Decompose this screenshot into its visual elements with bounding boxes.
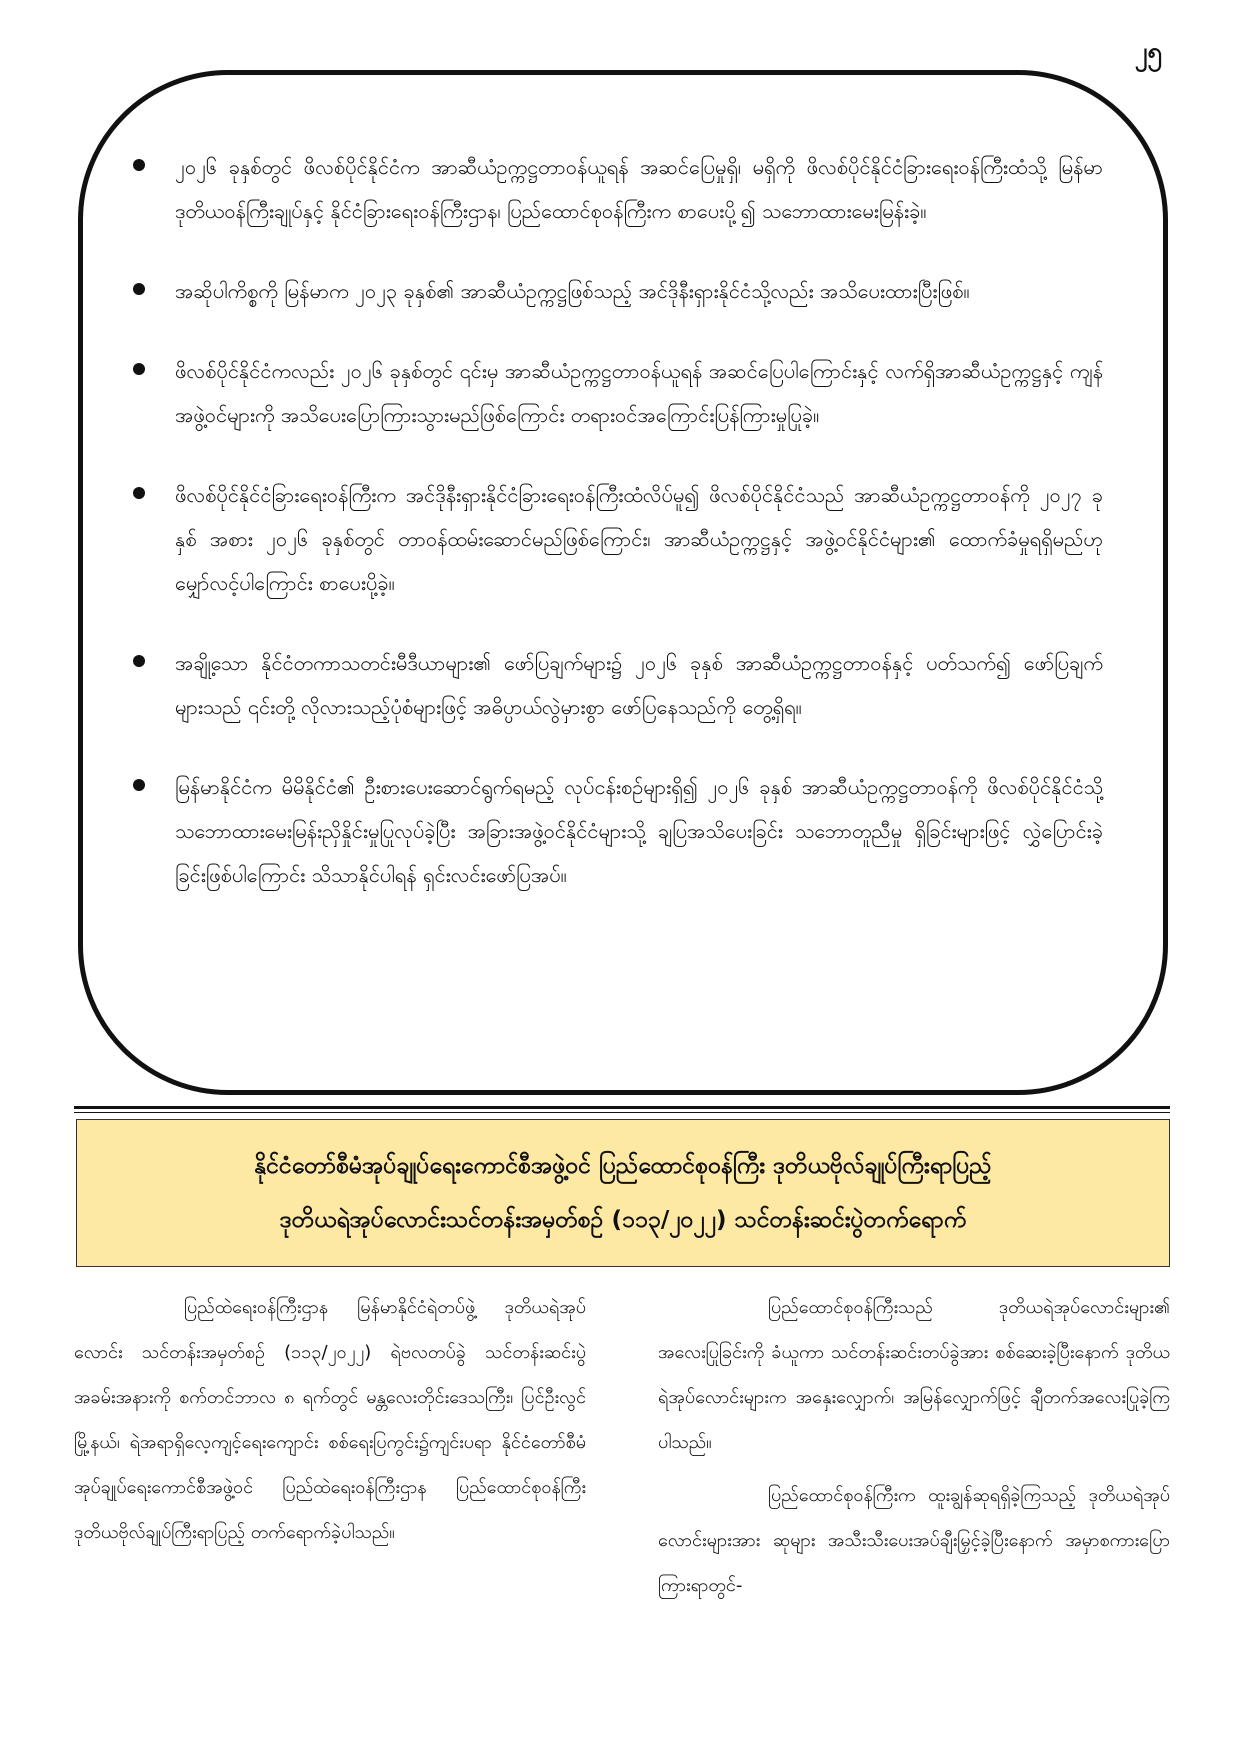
right-column — [658, 1285, 1170, 1616]
left-column — [74, 1285, 586, 1616]
bullet-icon — [133, 779, 145, 791]
bullet-icon — [133, 363, 145, 375]
bullet-text: အဆိုပါကိစ္စကို မြန်မာက ၂၀၂၃ ခုနှစ်၏ အာဆီယံဥက္ကဋ္ဌဖြစ်သည့် အင်ဒိုနီးရှားနိုင်ငံသို့လည်း အသိပေးထားပြီးဖြစ်။ — [175, 279, 970, 303]
article-body — [74, 1285, 1170, 1616]
summary-box — [78, 70, 1168, 1095]
bullet-text: ၂၀၂၆ ခုနှစ်တွင် ဖိလစ်ပိုင်နိုင်ငံက အာဆီယံဥက္ကဋ္ဌတာဝန်ယူရန် အဆင်ပြေမှုရှိ၊ မရှိကို ဖိလစ်ပိုင်နိုင်ငံခြားရေးဝန်ကြီးထံသို့ မြန်မာဒုတိယဝန်ကြီးချုပ်နှင့် နိုင်ငံခြားရေးဝန်ကြီးဌာန၊ ပြည်ထောင်စုဝန်ကြီးက စာပေးပို့၍ သဘောထားမေးမြန်းခဲ့။ — [175, 155, 1103, 223]
headline-box — [76, 1119, 1170, 1267]
bullet-list — [133, 145, 1103, 897]
bullet-icon — [133, 487, 145, 499]
paragraph: ပြည်ထောင်စုဝန်ကြီးက ထူးချွန်ဆုရရှိခဲ့ကြသည့် ဒုတိယရဲအုပ်လောင်းများအား ဆုများ အသီးသီးပေးအပ်ချီးမြှင့်ခဲ့ပြီးနောက် အမှာစကားပြောကြားရာတွင်- — [658, 1485, 1170, 1596]
bullet-text: မြန်မာနိုင်ငံက မိမိနိုင်ငံ၏ ဦးစားပေးဆောင်ရွက်ရမည့် လုပ်ငန်းစဉ်များရှိ၍ ၂၀၂၆ ခုနှစ် အာဆီယံဥက္ကဋ္ဌတာဝန်ကို ဖိလစ်ပိုင်နိုင်ငံသို့ သဘောထားမေးမြန်းညှိနှိုင်းမှုပြုလုပ်ခဲ့ပြီး အခြားအဖွဲ့ဝင်နိုင်ငံများသို့ ချပြအသိပေးခြင်း သဘောတူညီမှု ရှိခြင်းများဖြင့် လွှဲပြောင်းခဲ့ခြင်းဖြစ်ပါကြောင်း သိသာနိုင်ပါရန် ရှင်းလင်းဖော်ပြအပ်။ — [175, 775, 1103, 887]
bullet-icon — [133, 655, 145, 667]
divider — [74, 1112, 1170, 1113]
bullet-icon — [133, 283, 145, 295]
list-item — [133, 641, 1103, 729]
bullet-text: အချို့သော နိုင်ငံတကာသတင်းမီဒီယာများ၏ ဖော်ပြချက်များ၌ ၂၀၂၆ ခုနှစ် အာဆီယံဥက္ကဋ္ဌတာဝန်နှင့် ပတ်သက်၍ ဖော်ပြချက်များသည် ၎င်းတို့ လိုလားသည့်ပုံစံများဖြင့် အဓိပ္ပာယ်လွဲမှားစွာ ဖော်ပြနေသည်ကို တွေ့ရှိရ။ — [175, 651, 1103, 719]
paragraph: ပြည်ထဲရေးဝန်ကြီးဌာန မြန်မာနိုင်ငံရဲတပ်ဖွဲ့ ဒုတိယရဲအုပ်လောင်း သင်တန်းအမှတ်စဉ် (၁၁၃/၂၀၂၂) ရဲဗလတပ်ခွဲ သင်တန်းဆင်းပွဲအခမ်းအနားကို စက်တင်ဘာလ ၈ ရက်တွင် မန္တလေးတိုင်းဒေသကြီး၊ ပြင်ဦးလွင်မြို့နယ်၊ ရဲအရာရှိလေ့ကျင့်ရေးကျောင်း စစ်ရေးပြကွင်း၌ကျင်းပရာ နိုင်ငံတော်စီမံအုပ်ချုပ်ရေးကောင်စီအဖွဲ့ဝင် ပြည်ထဲရေးဝန်ကြီးဌာန ပြည်ထောင်စုဝန်ကြီး ဒုတိယဗိုလ်ချုပ်ကြီးရာပြည့် တက်ရောက်ခဲ့ပါသည်။ — [74, 1297, 586, 1543]
list-item — [133, 349, 1103, 437]
page-number: ၂၅ — [1134, 37, 1162, 67]
list-item — [133, 765, 1103, 897]
list-item — [133, 269, 1103, 313]
headline-line-1: နိုင်ငံတော်စီမံအုပ်ချုပ်ရေးကောင်စီအဖွဲ့ဝင် ပြည်ထောင်စုဝန်ကြီး ဒုတိယဗိုလ်ချုပ်ကြီးရာပြည့် — [254, 1153, 992, 1179]
bullet-icon — [133, 159, 145, 171]
paragraph: ပြည်ထောင်စုဝန်ကြီးသည် ဒုတိယရဲအုပ်လောင်းများ၏ အလေးပြုခြင်းကို ခံယူကာ သင်တန်းဆင်းတပ်ခွဲအား စစ်ဆေးခဲ့ပြီးနောက် ဒုတိယရဲအုပ်လောင်းများက အနှေးလျှောက်၊ အမြန်လျှောက်ဖြင့် ချီတက်အလေးပြုခဲ့ကြပါသည်။ — [658, 1297, 1170, 1453]
divider — [74, 1106, 1170, 1109]
list-item — [133, 145, 1103, 233]
bullet-text: ဖိလစ်ပိုင်နိုင်ငံခြားရေးဝန်ကြီးက အင်ဒိုနီးရှားနိုင်ငံခြားရေးဝန်ကြီးထံလိပ်မူ၍ ဖိလစ်ပိုင်နိုင်ငံသည် အာဆီယံဥက္ကဋ္ဌတာဝန်ကို ၂၀၂၇ ခုနှစ် အစား ၂၀၂၆ ခုနှစ်တွင် တာဝန်ထမ်းဆောင်မည်ဖြစ်ကြောင်း၊ အာဆီယံဥက္ကဋ္ဌနှင့် အဖွဲ့ဝင်နိုင်ငံများ၏ ထောက်ခံမှုရရှိမည်ဟု မျှော်လင့်ပါကြောင်း စာပေးပို့ခဲ့။ — [175, 483, 1103, 595]
list-item — [133, 473, 1103, 605]
bullet-text: ဖိလစ်ပိုင်နိုင်ငံကလည်း ၂၀၂၆ ခုနှစ်တွင် ၎င်းမှ အာဆီယံဥက္ကဋ္ဌတာဝန်ယူရန် အဆင်ပြေပါကြောင်းနှင့် လက်ရှိအာဆီယံဥက္ကဋ္ဌနှင့် ကျန်အဖွဲ့ဝင်များကို အသိပေးပြောကြားသွားမည်ဖြစ်ကြောင်း တရားဝင်အကြောင်းပြန်ကြားမှုပြုခဲ့။ — [175, 359, 1103, 427]
headline-line-2: ဒုတိယရဲအုပ်လောင်းသင်တန်းအမှတ်စဉ် (၁၁၃/၂၀၂၂) သင်တန်းဆင်းပွဲတက်ရောက် — [279, 1207, 967, 1233]
